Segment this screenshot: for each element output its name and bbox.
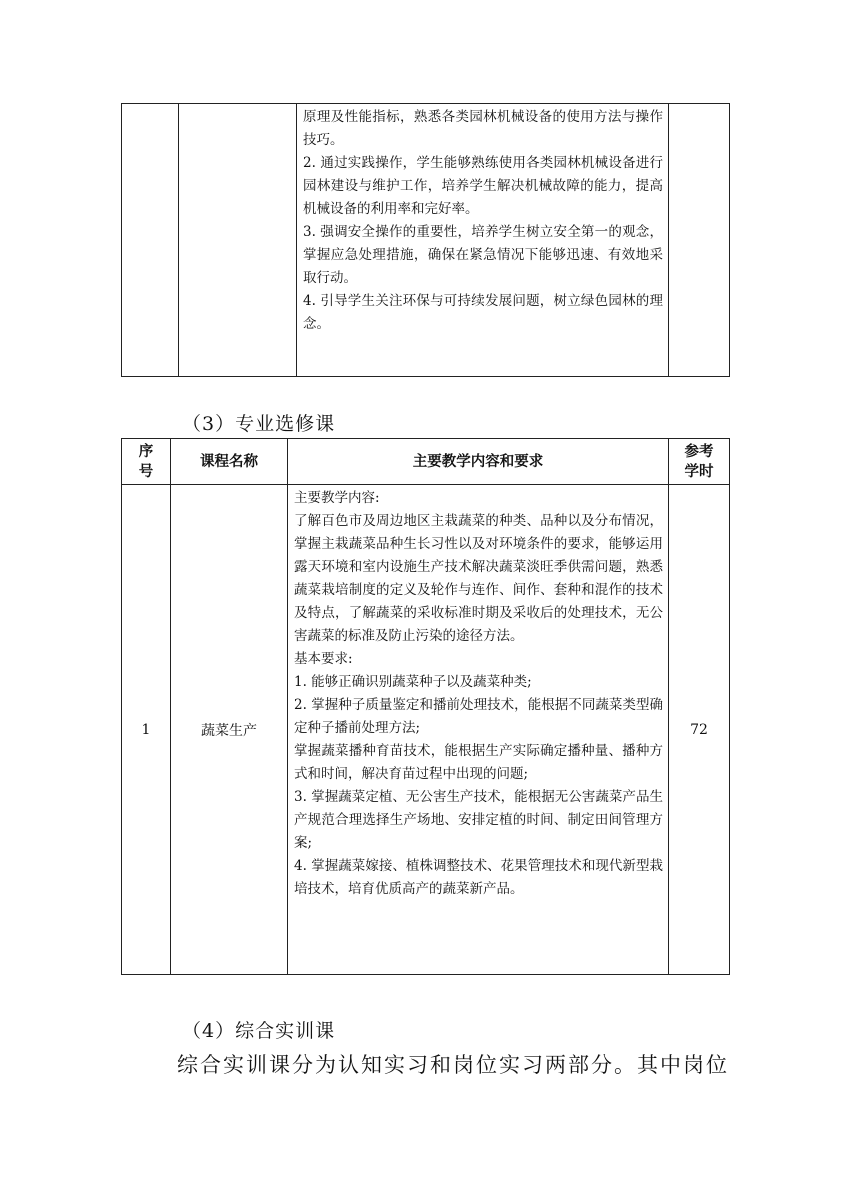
course-name-cell xyxy=(179,104,297,377)
hours-cell xyxy=(669,104,730,377)
content-line: 2. 掌握种子质量鉴定和播前处理技术，能根据不同蔬菜类型确定种子播前处理方法; xyxy=(294,697,663,736)
header-course-name: 课程名称 xyxy=(171,439,288,485)
course-name-cell: 蔬菜生产 xyxy=(171,485,288,975)
table-row xyxy=(122,104,730,377)
content-line: 4. 掌握蔬菜嫁接、植株调整技术、花果管理技术和现代新型栽培技术，培育优质高产的蔬菜新产品。 xyxy=(294,858,663,897)
section-heading: （4）综合实训课 xyxy=(182,1020,336,1042)
content-line: 4. 引导学生关注环保与可持续发展问题，树立绿色园林的理念。 xyxy=(303,293,663,332)
training-course-table-continued xyxy=(121,103,730,377)
content-line: 3. 掌握蔬菜定植、无公害生产技术，能根据无公害蔬菜产品生产规范合理选择生产场地、安排定植的时间、制定田间管理方案; xyxy=(294,789,663,851)
table-row xyxy=(122,485,730,975)
content-line: 2. 通过实践操作，学生能够熟练使用各类园林机械设备进行园林建设与维护工作，培养学生解决机械故障的能力，提高机械设备的利用率和完好率。 xyxy=(303,155,663,217)
elective-course-table xyxy=(121,438,730,975)
content-line: 1. 能够正确识别蔬菜种子以及蔬菜种类; xyxy=(294,674,532,690)
table-header-row xyxy=(122,439,730,485)
seq-cell xyxy=(122,104,179,377)
hours-cell: 72 xyxy=(669,485,730,975)
content-cell xyxy=(297,104,669,377)
content-line: 了解百色市及周边地区主栽蔬菜的种类、品种以及分布情况，掌握主栽蔬菜品种生长习性以及对环境条件的要求，能够运用露天环境和室内设施生产技术解决蔬菜淡旺季供需问题，熟悉蔬菜栽培制度的定义及轮作与连作、间作、套种和混作的技术及特点，了解蔬菜的采收标准时期及采收后的处理技术，无公害蔬菜的标准及防止污染的途径方法。 xyxy=(294,513,663,644)
content-line: 掌握蔬菜播种育苗技术，能根据生产实际确定播种量、播种方式和时间，解决育苗过程中出现的问题; xyxy=(294,743,663,782)
section-heading: （3）专业选修课 xyxy=(182,413,336,435)
header-hours: 参考学时 xyxy=(669,439,730,485)
header-content: 主要教学内容和要求 xyxy=(288,439,669,485)
header-seq: 序号 xyxy=(122,439,171,485)
content-line: 原理及性能指标，熟悉各类园林机械设备的使用方法与操作技巧。 xyxy=(303,109,663,148)
content-line: 主要教学内容: xyxy=(294,490,380,506)
body-paragraph: 综合实训课分为认知实习和岗位实习两部分。其中岗位 xyxy=(177,1053,729,1077)
content-line: 3. 强调安全操作的重要性，培养学生树立安全第一的观念，掌握应急处理措施，确保在紧急情况下能够迅速、有效地采取行动。 xyxy=(303,224,663,286)
content-cell xyxy=(288,485,669,975)
content-line: 基本要求: xyxy=(294,651,353,667)
seq-cell: 1 xyxy=(122,485,171,975)
